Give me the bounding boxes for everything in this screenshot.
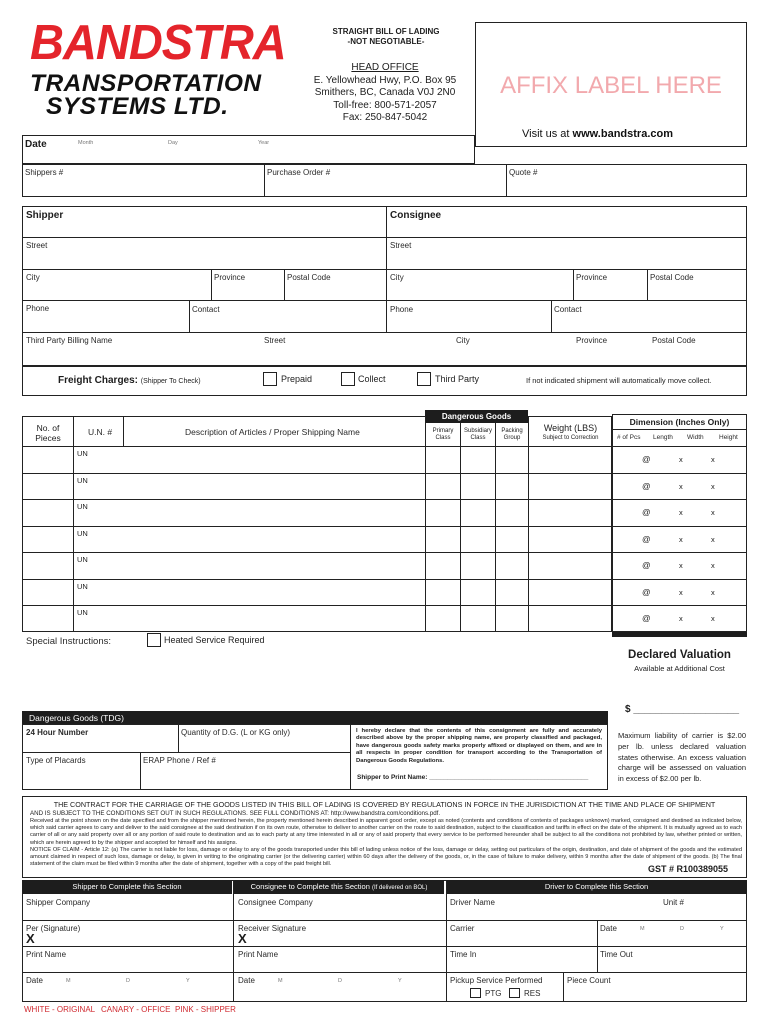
shipper-date-m: M	[66, 978, 71, 984]
prepaid-label: Prepaid	[281, 374, 313, 384]
shipper-date-y: Y	[186, 978, 190, 984]
item-dim-x1: x	[679, 481, 683, 491]
third-party-label: Third Party	[435, 374, 480, 384]
third-party-billing-label: Third Party Billing Name	[26, 336, 113, 345]
col-subsidiary-class: Subsidiary Class	[463, 428, 492, 441]
consignee-province-label: Province	[576, 273, 608, 282]
po-number-label: Purchase Order #	[267, 168, 331, 177]
year-label: Year	[258, 140, 270, 146]
contract-body: Received at the point shown on the date specified and from the shipper mentioned herein, the property mentioned herein described in apparent good order, except as noted (contents and conditions of contents of packages unknown) marked, consigned and destined as indicated below, which said carrier agrees to carry and deliver to the said consignee at the said destination if on its own route, otherwise to deliver to another carrier on the route to said destination, subject to the classification and tariffs in effect on the date of the shipment. It is mutually agreed as to each carrier of all or any said property over all or any portion of said route to destination and as to each party at any time interested in all or any of said property that every service to be performed hereunder shall be subject to all the conditions not prohibited by law, whether printed or written, which are herein agreed to by the shipper and accepted for himself and his assigns.	[30, 818, 742, 846]
heated-service-checkbox[interactable]	[147, 633, 161, 647]
item-row[interactable]	[22, 552, 747, 579]
day-label: Day	[168, 140, 178, 146]
driver-date-y: Y	[720, 926, 724, 932]
third-party-province-label: Province	[576, 336, 608, 345]
item-row[interactable]	[22, 499, 747, 526]
consignee-postal-label: Postal Code	[650, 273, 694, 282]
receiver-x-mark: X	[238, 931, 247, 946]
driver-date-label: Date	[600, 924, 617, 933]
unit-number-label: Unit #	[663, 898, 684, 907]
tdg-title: Dangerous Goods (TDG)	[29, 713, 124, 723]
notice-of-claim: NOTICE OF CLAIM - Article 12: (a) The carrier is not liable for loss, damage or delay to any of the goods transported under this bill of lading unless notice of the loss, damage or delay, setting out particulars of the origin, destination, and date of shipment of the goods and the estimated amount claimed in respect of such loss, damage or delay, is given in writing to the originating carrier (or the delivering carrier) within 60 days after the delivery of the goods, or, in the case of failure to make delivery, within 9 months after the date of shipment of the goods. (b) The final statement of the claim must be filed within 9 months after the date of shipment, together with a copy of the paid freight bill.	[30, 847, 742, 868]
third-party-postal-label: Postal Code	[652, 336, 696, 345]
tdg-placards-label: Type of Placards	[26, 756, 86, 765]
bol-title-block	[306, 27, 466, 46]
item-row[interactable]	[22, 605, 747, 632]
consignee-street-label: Street	[390, 241, 412, 250]
item-row[interactable]	[22, 579, 747, 606]
tdg-erap-label: ERAP Phone / Ref #	[143, 756, 216, 765]
freight-note: If not indicated shipment will automatically move collect.	[526, 376, 712, 385]
po-number-field[interactable]	[265, 178, 505, 196]
consignee-section-sub: (If delivered on BOL)	[371, 885, 428, 891]
item-un-prefix: UN	[77, 528, 88, 538]
copy-pink-shipper: PINK - SHIPPER	[175, 1005, 236, 1014]
item-row[interactable]	[22, 526, 747, 553]
shipper-section-bar: Shipper to Complete this Section	[22, 880, 232, 894]
company-logo-systems: SYSTEMS LTD.	[46, 93, 229, 120]
carrier-label: Carrier	[450, 924, 475, 933]
prepaid-checkbox[interactable]	[263, 372, 277, 386]
shipper-date-label: Date	[26, 976, 43, 985]
item-un-prefix: UN	[77, 581, 88, 591]
receiver-print-name-label: Print Name	[238, 950, 279, 959]
item-dim-x2: x	[711, 455, 715, 464]
consignee-phone-label: Phone	[390, 305, 414, 314]
col-weight-sub: Subject to Correction	[542, 435, 599, 441]
driver-date-m: M	[640, 926, 645, 932]
item-dim-x2: x	[711, 587, 715, 597]
shipper-company-label: Shipper Company	[26, 898, 91, 907]
item-un-prefix: UN	[77, 475, 88, 485]
receiver-signature-label: Receiver Signature	[238, 924, 307, 933]
third-party-city-label: City	[456, 336, 470, 345]
gst-number: GST # R100389055	[648, 864, 729, 874]
item-dim-at: @	[642, 560, 651, 570]
shipper-city-label: City	[26, 273, 40, 282]
heated-service-label: Heated Service Required	[164, 635, 265, 645]
valuation-liability-text: Maximum liability of carrier is $2.00 per lb. unless declared valuation states otherwise. An excess valuation charge will be assessed on valuation in excess of $2.00 per lb.	[618, 731, 746, 784]
shipper-x-mark: X	[26, 931, 35, 946]
item-dim-x2: x	[711, 481, 715, 491]
tdg-24hour-label: 24 Hour Number	[26, 728, 89, 737]
col-height: Height	[719, 434, 738, 441]
shipper-postal-label: Postal Code	[287, 273, 331, 282]
declared-valuation-sub: Available at Additional Cost	[634, 664, 725, 673]
item-un-prefix: UN	[77, 502, 88, 511]
company-logo-transportation: TRANSPORTATION	[30, 70, 262, 97]
item-dim-x1: x	[679, 614, 683, 623]
dangerous-goods-header: Dangerous Goods	[425, 410, 528, 423]
shippers-number-label: Shippers #	[25, 168, 64, 177]
receiver-date-label: Date	[238, 976, 255, 985]
shipper-street-label: Street	[26, 241, 48, 250]
piece-count-label: Piece Count	[567, 976, 611, 985]
signature-block	[22, 880, 747, 1002]
res-label: RES	[524, 989, 541, 998]
tdg-declaration: I hereby declare that the contents of this consignment are fully and accurately described above by the proper shipping name, are properly classified and packaged, have dangerous goods safety marks properly affixed or displayed on them, and are in all respects in proper condition for transport according to the Transportation of Dangerous Goods Regulations.	[356, 728, 602, 764]
item-dim-at: @	[642, 454, 651, 464]
visit-prefix: Visit us at	[522, 128, 573, 140]
collect-label: Collect	[358, 374, 386, 384]
company-logo-bandstra: BANDSTRA	[30, 13, 286, 70]
shipper-phone-label: Phone	[26, 304, 50, 313]
freight-charges-title: Freight Charges:	[58, 375, 139, 386]
per-signature-label: Per (Signature)	[26, 924, 81, 933]
col-un: U.N. #	[88, 427, 113, 437]
item-dim-at: @	[642, 480, 651, 491]
date-field[interactable]	[60, 136, 474, 163]
consignee-city-label: City	[390, 273, 404, 282]
item-dim-x2: x	[711, 508, 715, 517]
visit-us	[522, 128, 673, 140]
collect-checkbox[interactable]	[341, 372, 355, 386]
ptg-label: PTG	[485, 989, 502, 998]
col-primary-class: Primary Class	[432, 428, 454, 441]
bol-title: STRAIGHT BILL OF LADING	[332, 27, 440, 36]
receiver-date-y: Y	[398, 978, 402, 984]
shipper-print-name[interactable]: Shipper to Print Name: ____________________________________________	[357, 774, 589, 781]
item-row[interactable]	[22, 446, 747, 473]
quote-number-label: Quote #	[509, 168, 538, 177]
item-dim-x2: x	[711, 614, 715, 623]
col-pieces: No. of Pieces	[35, 423, 61, 443]
col-num-pcs: # of Pcs	[617, 434, 641, 441]
shipper-print-name-label: Print Name	[26, 950, 67, 959]
dimension-header: Dimension (Inches Only)	[629, 417, 730, 427]
consignee-company-label: Consignee Company	[238, 898, 313, 907]
copy-canary-office: CANARY - OFFICE	[101, 1005, 171, 1014]
month-label: Month	[78, 140, 94, 146]
item-dim-x2: x	[711, 534, 715, 544]
item-dim-at: @	[642, 586, 651, 597]
item-dim-at: @	[642, 613, 651, 623]
declared-valuation-title: Declared Valuation	[628, 649, 731, 661]
special-instructions-label: Special Instructions:	[26, 636, 112, 647]
head-office-block	[300, 62, 470, 125]
pickup-service-label: Pickup Service Performed	[450, 976, 543, 985]
valuation-top-bar	[612, 632, 747, 637]
item-dim-at: @	[642, 507, 651, 517]
freight-charges-label	[58, 375, 201, 386]
item-dim-x1: x	[679, 508, 683, 517]
col-packing-group: Packing Group	[501, 428, 523, 441]
col-weight: Weight (LBS)	[543, 423, 598, 433]
receiver-date-d: D	[338, 978, 342, 984]
date-label: Date	[25, 139, 47, 150]
parties-block	[22, 206, 747, 366]
item-dim-x1: x	[679, 455, 683, 464]
res-checkbox[interactable]	[509, 988, 520, 998]
item-dim-x1: x	[679, 534, 683, 544]
head-office-label: HEAD OFFICE	[351, 62, 419, 73]
contract-line2: AND IS SUBJECT TO THE CONDITIONS SET OUT IN SUCH REGULATIONS. SEE FULL CONDITIONS AT: http://www.bandstra.com/conditions.pdf.	[30, 810, 441, 817]
driver-name-label: Driver Name	[450, 898, 495, 907]
col-length: Length	[653, 434, 673, 441]
shipper-date-d: D	[126, 978, 130, 984]
item-dim-x1: x	[679, 587, 683, 597]
item-dim-x2: x	[711, 561, 715, 570]
shipper-province-label: Province	[214, 273, 246, 282]
time-out-label: Time Out	[600, 950, 633, 959]
third-party-checkbox[interactable]	[417, 372, 431, 386]
shippers-number-field[interactable]	[23, 178, 263, 196]
col-width: Width	[687, 434, 704, 441]
third-party-street-label: Street	[264, 336, 286, 345]
time-in-label: Time In	[450, 950, 477, 959]
freight-charges-sub: (Shipper To Check)	[140, 378, 201, 385]
col-description: Description of Articles / Proper Shipping Name	[185, 427, 360, 437]
shipper-contact-label: Contact	[192, 305, 220, 314]
copy-white-original: WHITE - ORIGINAL	[24, 1005, 96, 1014]
consignee-heading: Consignee	[390, 210, 442, 221]
item-dim-at: @	[642, 533, 651, 544]
item-un-prefix: UN	[77, 449, 88, 458]
consignee-section-title: Consignee to Complete this Section	[250, 882, 370, 891]
bol-subtitle: -NOT NEGOTIABLE-	[347, 36, 425, 46]
affix-label-text: AFFIX LABEL HERE	[500, 72, 722, 99]
address-line2: Smithers, BC, Canada V0J 2N0	[314, 87, 456, 98]
quote-number-field[interactable]	[507, 178, 746, 196]
driver-date-d: D	[680, 926, 684, 932]
tollfree: Toll-free: 800-571-2057	[333, 99, 437, 111]
item-un-prefix: UN	[77, 608, 88, 617]
item-un-prefix: UN	[77, 555, 88, 564]
receiver-date-m: M	[278, 978, 283, 984]
website-link[interactable]: www.bandstra.com	[572, 128, 673, 140]
ptg-checkbox[interactable]	[470, 988, 481, 998]
consignee-contact-label: Contact	[554, 305, 582, 314]
address-line1: E. Yellowhead Hwy, P.O. Box 95	[313, 74, 457, 86]
shipper-heading: Shipper	[26, 210, 64, 221]
contract-heading: THE CONTRACT FOR THE CARRIAGE OF THE GOODS LISTED IN THIS BILL OF LADING IS COVERED BY REGULATIONS IN FORCE IN THE JURISDICTION AT THE TIME AND PLACE OF SHIPMENT	[53, 800, 716, 809]
fax: Fax: 250-847-5042	[342, 112, 428, 123]
consignee-section-bar	[234, 880, 444, 894]
un-column-line	[73, 446, 74, 632]
declared-valuation-amount[interactable]: $ ___________________	[625, 704, 740, 715]
item-row[interactable]	[22, 473, 747, 500]
item-dim-x1: x	[679, 561, 683, 570]
driver-section-bar: Driver to Complete this Section	[446, 880, 747, 894]
tdg-quantity-label: Quantity of D.G. (L or KG only)	[181, 728, 291, 737]
